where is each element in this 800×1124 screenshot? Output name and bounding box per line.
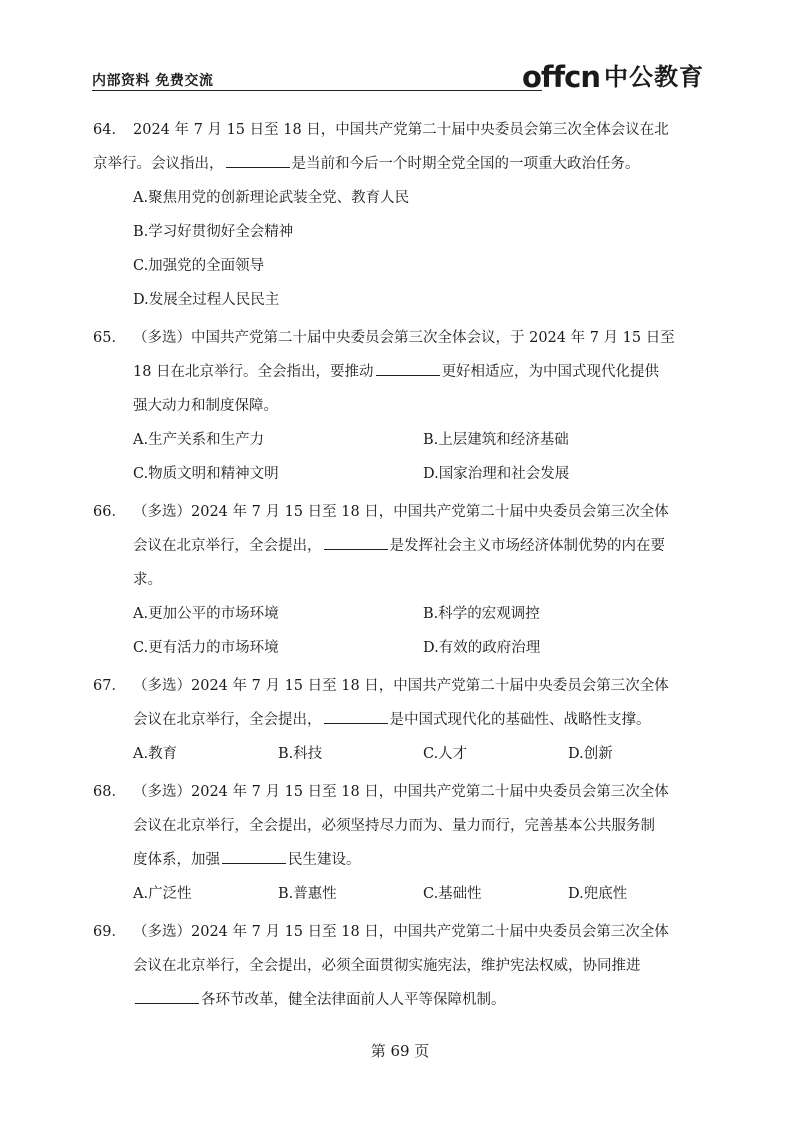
question-text: 各环节改革，健全法律面前人人平等保障机制。 bbox=[201, 992, 506, 1008]
option-d: D.国家治理和社会发展 bbox=[423, 466, 570, 482]
question-number: 66． bbox=[93, 504, 126, 520]
option-c: C.物质文明和精神文明 bbox=[133, 466, 279, 482]
option-b: B.科技 bbox=[278, 746, 323, 762]
question-text: 会议在北京举行，全会提出，必须全面贯彻实施宪法，维护宪法权威，协同推进 bbox=[133, 958, 641, 974]
question-text: （多选）2024 年 7 月 15 日至 18 日，中国共产党第二十届中央委员会第三次全体 bbox=[133, 924, 669, 940]
option-c: C.加强党的全面领导 bbox=[133, 258, 265, 274]
question-text: 是当前和今后一个时期全党全国的一项重大政治任务。 bbox=[291, 156, 640, 172]
question-text: 是中国式现代化的基础性、战略性支撑。 bbox=[389, 712, 651, 728]
question-text: 2024 年 7 月 15 日至 18 日，中国共产党第二十届中央委员会第三次全体会议在北 bbox=[133, 122, 669, 138]
option-a: A.生产关系和生产力 bbox=[133, 432, 265, 448]
answer-blank bbox=[135, 989, 199, 1004]
option-b: B.上层建筑和经济基础 bbox=[423, 432, 569, 448]
answer-blank bbox=[324, 709, 388, 724]
header-rule bbox=[92, 90, 542, 91]
question-number: 69． bbox=[93, 924, 126, 940]
question-list bbox=[93, 113, 713, 1017]
answer-blank bbox=[324, 535, 388, 550]
option-d: D.发展全过程人民民主 bbox=[133, 292, 280, 308]
answer-blank bbox=[222, 849, 286, 864]
question-text: 会议在北京举行，全会提出， bbox=[133, 538, 322, 554]
question-66 bbox=[93, 495, 713, 665]
page-number: 第 69 页 bbox=[370, 1042, 430, 1060]
option-a: A.聚焦用党的创新理论武装全党、教育人民 bbox=[133, 190, 410, 206]
question-69 bbox=[93, 915, 713, 1017]
question-text: 会议在北京举行，全会提出，必须坚持尽力而为、量力而行，完善基本公共服务制 bbox=[133, 818, 655, 834]
option-b: B.学习好贯彻好全会精神 bbox=[133, 224, 294, 240]
option-d: D.创新 bbox=[568, 746, 613, 762]
question-number: 68． bbox=[93, 784, 126, 800]
question-text: 求。 bbox=[133, 572, 162, 588]
option-b: B.普惠性 bbox=[278, 886, 337, 902]
question-number: 67． bbox=[93, 678, 126, 694]
logo-text-cn: 中公教育 bbox=[604, 63, 704, 91]
question-text: （多选）中国共产党第二十届中央委员会第三次全体会议，于 2024 年 7 月 15 日至 bbox=[133, 330, 675, 346]
question-64 bbox=[93, 113, 713, 317]
option-a: A.教育 bbox=[133, 746, 178, 762]
option-a: A.广泛性 bbox=[133, 886, 192, 902]
question-text: 18 日在北京举行。全会指出，要推动 bbox=[133, 364, 374, 380]
question-text: （多选）2024 年 7 月 15 日至 18 日，中国共产党第二十届中央委员会第三次全体 bbox=[133, 678, 669, 694]
question-text: 民生建设。 bbox=[288, 852, 361, 868]
page-header bbox=[92, 60, 704, 92]
question-68 bbox=[93, 775, 713, 911]
option-c: C.更有活力的市场环境 bbox=[133, 640, 279, 656]
logo-text-en: offcn bbox=[522, 60, 600, 94]
option-d: D.有效的政府治理 bbox=[423, 640, 541, 656]
question-text: （多选）2024 年 7 月 15 日至 18 日，中国共产党第二十届中央委员会第三次全体 bbox=[133, 784, 669, 800]
option-d: D.兜底性 bbox=[568, 886, 628, 902]
option-c: C.人才 bbox=[423, 746, 468, 762]
option-a: A.更加公平的市场环境 bbox=[133, 606, 279, 622]
question-text: 强大动力和制度保障。 bbox=[133, 398, 278, 414]
question-text: （多选）2024 年 7 月 15 日至 18 日，中国共产党第二十届中央委员会第三次全体 bbox=[133, 504, 669, 520]
question-67 bbox=[93, 669, 713, 771]
offcn-logo bbox=[522, 60, 704, 92]
question-65 bbox=[93, 321, 713, 491]
option-c: C.基础性 bbox=[423, 886, 482, 902]
question-text: 更好相适应，为中国式现代化提供 bbox=[441, 364, 660, 380]
header-note: 内部资料 免费交流 bbox=[92, 73, 214, 89]
question-text: 是发挥社会主义市场经济体制优势的内在要 bbox=[389, 538, 665, 554]
question-text: 京举行。会议指出， bbox=[93, 156, 224, 172]
question-text: 度体系，加强 bbox=[133, 852, 220, 868]
question-number: 65． bbox=[93, 330, 126, 346]
option-b: B.科学的宏观调控 bbox=[423, 606, 540, 622]
question-text: 会议在北京举行，全会提出， bbox=[133, 712, 322, 728]
answer-blank bbox=[226, 153, 290, 168]
answer-blank bbox=[376, 361, 440, 376]
question-number: 64． bbox=[93, 122, 126, 138]
